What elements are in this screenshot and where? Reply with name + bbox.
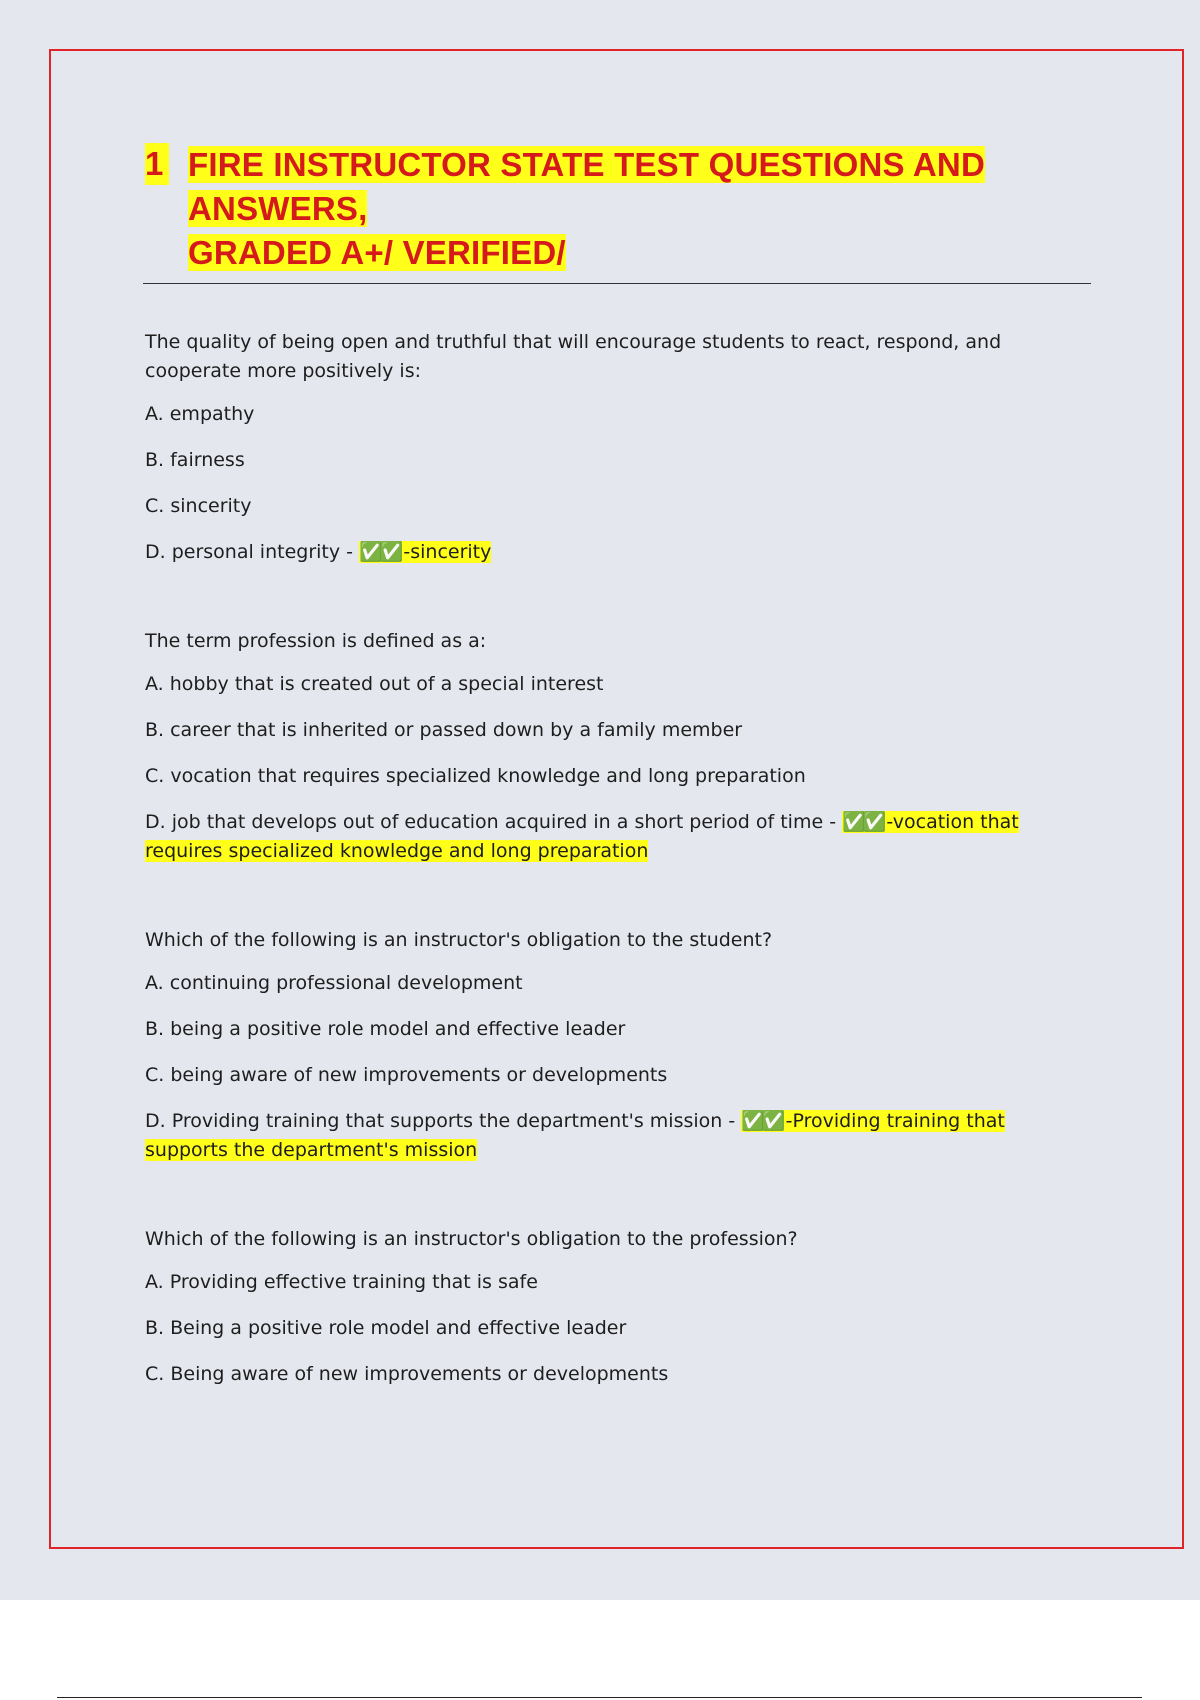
question-text: Which of the following is an instructor's obligation to the student? bbox=[145, 929, 773, 951]
option-d bbox=[145, 808, 1085, 866]
option-d-text: D. Providing training that supports the department's mission - bbox=[145, 1110, 742, 1132]
title-text bbox=[188, 143, 1091, 275]
option-b: B. Being a positive role model and effective leader bbox=[145, 1317, 627, 1339]
question-block-3 bbox=[145, 926, 1085, 1165]
option-a: A. continuing professional development bbox=[145, 972, 523, 994]
option-c: C. being aware of new improvements or developments bbox=[145, 1064, 668, 1086]
title-line-1: FIRE INSTRUCTOR STATE TEST QUESTIONS AND ANSWERS, bbox=[188, 146, 985, 227]
question-text: The quality of being open and truthful that will encourage students to react, respond, and cooperate more positively is: bbox=[145, 331, 1002, 382]
double-check-icon: ✅✅ bbox=[741, 1110, 783, 1132]
double-check-icon: ✅✅ bbox=[359, 541, 401, 563]
question-list bbox=[145, 328, 1085, 1449]
option-b: B. being a positive role model and effective leader bbox=[145, 1018, 626, 1040]
question-block-1 bbox=[145, 328, 1085, 567]
option-c: C. vocation that requires specialized knowledge and long preparation bbox=[145, 765, 806, 787]
option-a: A. hobby that is created out of a special interest bbox=[145, 673, 604, 695]
question-block-2 bbox=[145, 627, 1085, 866]
title-number: 1 bbox=[145, 143, 169, 185]
option-b: B. career that is inherited or passed down by a family member bbox=[145, 719, 743, 741]
footer-divider bbox=[57, 1697, 1142, 1698]
option-c: C. sincerity bbox=[145, 495, 252, 517]
title-line-2: GRADED A+/ VERIFIED/ bbox=[188, 234, 566, 271]
question-text: Which of the following is an instructor's obligation to the profession? bbox=[145, 1228, 798, 1250]
question-text: The term profession is defined as a: bbox=[145, 630, 487, 652]
option-b: B. fairness bbox=[145, 449, 245, 471]
option-a: A. Providing effective training that is safe bbox=[145, 1271, 538, 1293]
page-title bbox=[143, 143, 1091, 284]
answer-text: -Providing training that supports the department's mission bbox=[145, 1110, 1005, 1161]
question-block-4 bbox=[145, 1225, 1085, 1389]
answer-text: -vocation that requires specialized knowledge and long preparation bbox=[145, 811, 1019, 862]
option-d-text: D. job that develops out of education acquired in a short period of time - bbox=[145, 811, 843, 833]
option-d bbox=[145, 538, 1085, 567]
option-c: C. Being aware of new improvements or developments bbox=[145, 1363, 669, 1385]
option-d-text: D. personal integrity - bbox=[145, 541, 360, 563]
option-a: A. empathy bbox=[145, 403, 255, 425]
answer-highlight bbox=[359, 541, 491, 563]
double-check-icon: ✅✅ bbox=[842, 811, 884, 833]
answer-text: -sincerity bbox=[403, 541, 492, 563]
option-d bbox=[145, 1107, 1085, 1165]
